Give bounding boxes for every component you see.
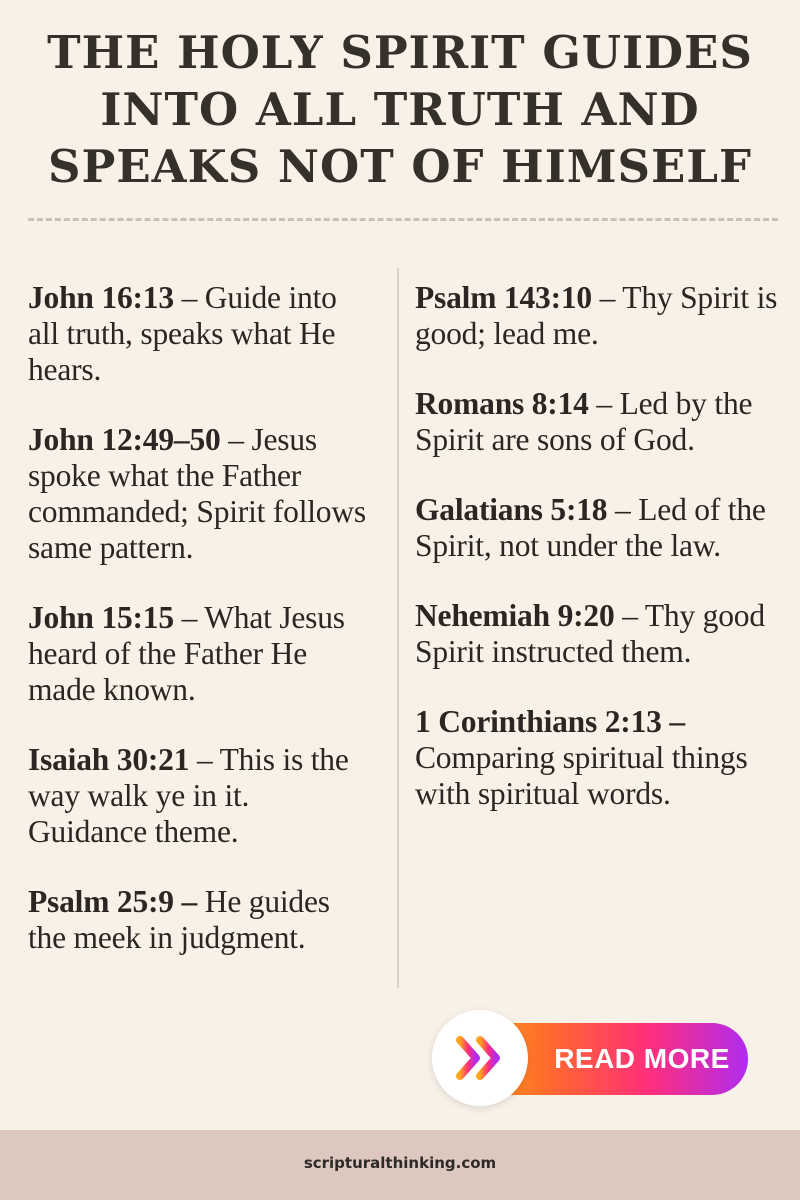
verse-entry bbox=[28, 600, 373, 708]
verse-entry bbox=[415, 492, 790, 564]
verse-summary: He guides the meek in judgment. bbox=[28, 884, 330, 955]
verse-entry bbox=[28, 280, 373, 388]
verse-entry bbox=[415, 386, 790, 458]
verse-reference: John 16:13 bbox=[28, 280, 174, 315]
double-chevron-right-icon bbox=[454, 1034, 506, 1082]
verse-reference: Psalm 25:9 – bbox=[28, 884, 198, 919]
verse-reference: Romans 8:14 bbox=[415, 386, 589, 421]
verse-summary: – Thy Spirit is good; lead me. bbox=[415, 280, 778, 351]
verse-entry bbox=[415, 704, 790, 812]
verse-list-left bbox=[28, 280, 373, 990]
verse-summary: Comparing spiritual things with spiritual words. bbox=[415, 740, 748, 811]
column-separator bbox=[397, 268, 399, 988]
verse-entry bbox=[415, 280, 790, 352]
verse-reference: Galatians 5:18 bbox=[415, 492, 608, 527]
dashed-divider bbox=[28, 218, 778, 221]
verse-reference: 1 Corinthians 2:13 – bbox=[415, 704, 685, 739]
verse-summary: – Led of the Spirit, not under the law. bbox=[415, 492, 766, 563]
verse-summary: – Thy good Spirit instructed them. bbox=[415, 598, 765, 669]
verse-entry bbox=[28, 884, 373, 956]
read-more-icon-circle[interactable] bbox=[432, 1010, 528, 1106]
verse-entry bbox=[28, 742, 373, 850]
verse-reference: Isaiah 30:21 bbox=[28, 742, 190, 777]
verse-summary: – Guide into all truth, speaks what He hears. bbox=[28, 280, 337, 387]
verse-reference: Nehemiah 9:20 bbox=[415, 598, 615, 633]
verse-entry bbox=[415, 598, 790, 670]
verse-summary: – This is the way walk ye in it. Guidance theme. bbox=[28, 742, 349, 849]
verse-summary: – What Jesus heard of the Father He made known. bbox=[28, 600, 345, 707]
verse-list-right bbox=[415, 280, 790, 846]
site-url[interactable]: scripturalthinking.com bbox=[303, 1154, 497, 1172]
read-more-button[interactable] bbox=[432, 1010, 748, 1106]
footer-band bbox=[0, 1130, 800, 1200]
verse-reference: Psalm 143:10 bbox=[415, 280, 592, 315]
page-title: THE HOLY SPIRIT GUIDES INTO ALL TRUTH AND SPEAKS NOT OF HIMSELF bbox=[47, 26, 753, 193]
verse-entry bbox=[28, 422, 373, 566]
verse-reference: John 12:49–50 bbox=[28, 422, 221, 457]
verse-summary: – Jesus spoke what the Father commanded; Spirit follows same pattern. bbox=[28, 422, 366, 565]
verse-reference: John 15:15 bbox=[28, 600, 174, 635]
verse-summary: – Led by the Spirit are sons of God. bbox=[415, 386, 753, 457]
read-more-label[interactable]: READ MORE bbox=[554, 1043, 730, 1074]
